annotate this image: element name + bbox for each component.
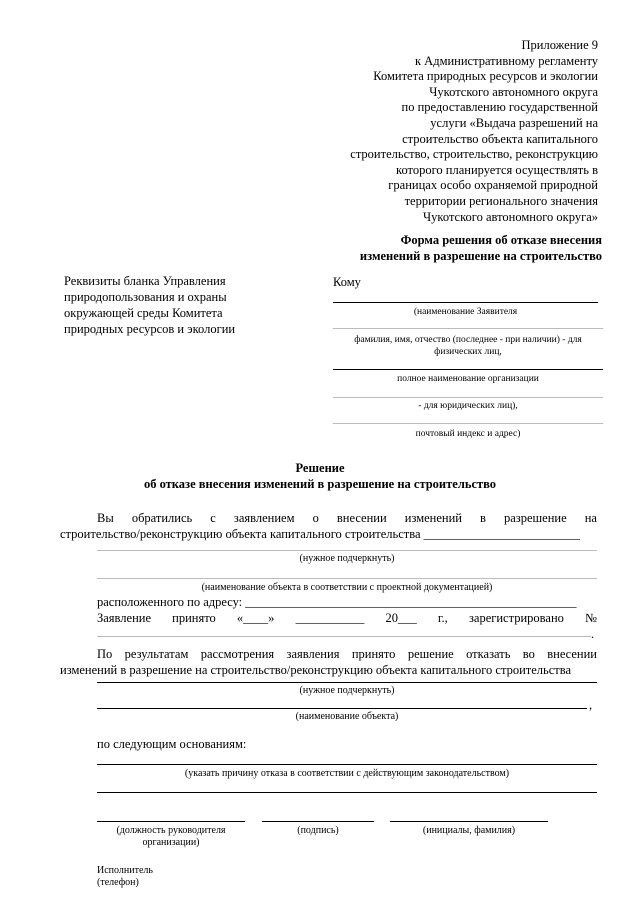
requisites-line: природных ресурсов и экологии: [64, 322, 236, 336]
word: заявлением: [233, 511, 295, 525]
org-line[interactable]: [333, 369, 603, 370]
month-field[interactable]: ___________: [295, 611, 365, 625]
legal-hint: - для юридических лиц),: [418, 401, 518, 411]
fio-hint-line: фамилия, имя, отчество (последнее - при наличии) - для: [354, 335, 582, 345]
word: принято: [172, 611, 216, 625]
position-hint-line: организации): [142, 837, 200, 848]
applicant-hint: (наименование Заявителя: [413, 307, 518, 317]
word: г.,: [437, 611, 448, 625]
org-hint: полное наименование организации: [397, 374, 539, 384]
registration-line[interactable]: [97, 636, 591, 637]
reason-line[interactable]: [97, 764, 597, 765]
appendix-line: Комитета природных ресурсов и экологии: [373, 69, 598, 84]
decision-title-line: Решение: [295, 461, 345, 475]
word: разрешение: [504, 511, 567, 525]
postal-line[interactable]: [333, 423, 603, 424]
object-comma: ,: [589, 698, 593, 712]
appendix-line: к Административному регламенту: [414, 53, 598, 68]
appendix-line: границах особо охраняемой природной: [388, 178, 598, 193]
applicant-line[interactable]: [333, 302, 598, 303]
word: с: [210, 511, 216, 525]
paragraph-2-line-2: изменений в разрешение на строительство/реконструкцию объекта капитального строительства: [60, 663, 572, 677]
paragraph-1-line-1: [97, 510, 597, 526]
executor-label: Исполнитель: [97, 865, 153, 876]
construction-line[interactable]: [97, 550, 597, 551]
form-title: [360, 232, 602, 264]
word: обратились: [131, 511, 193, 525]
year-field[interactable]: 20___: [385, 611, 417, 625]
executor-block: [97, 865, 153, 889]
fio-line[interactable]: [333, 328, 603, 329]
accepted-line: [97, 610, 597, 626]
appendix-line: по предоставлению государственной: [401, 100, 598, 115]
appendix-line: Чукотского автономного округа»: [423, 209, 598, 224]
word: Заявление: [97, 611, 152, 625]
grounds-label: по следующим основаниям:: [97, 737, 247, 751]
hint-underline: (нужное подчеркнуть): [299, 553, 395, 564]
number-sign: №: [585, 611, 597, 625]
word: о: [312, 511, 319, 525]
day-field[interactable]: «____»: [236, 611, 275, 625]
appendix-block: [350, 38, 598, 225]
appendix-line: Чукотского автономного округа: [429, 84, 598, 99]
requisites-line: окружающей среды Комитета: [64, 306, 223, 320]
paragraph-2-line-1: По результатам рассмотрения заявления принято решение отказать во внесении: [97, 647, 597, 661]
object-line[interactable]: [97, 708, 587, 709]
legal-line[interactable]: [333, 397, 603, 398]
requisites-line: Реквизиты бланка Управления: [64, 274, 226, 288]
appendix-line: услуги «Выдача разрешений на: [430, 115, 598, 130]
appendix-line: строительство, строительство, реконструкцию: [350, 147, 598, 162]
requisites-line: природопользования и охраны: [64, 290, 227, 304]
word: зарегистрировано: [468, 611, 564, 625]
position-hint: [97, 825, 245, 849]
signature-line[interactable]: [262, 821, 374, 822]
reason-line-2[interactable]: [97, 792, 597, 793]
form-title-line: изменений в разрешение на строительство: [359, 249, 602, 263]
appendix-line: которого планируется осуществлять в: [396, 162, 598, 177]
word: внесении: [336, 511, 387, 525]
form-title-line: Форма решения об отказе внесения: [400, 233, 602, 247]
word: в: [480, 511, 486, 525]
hint-underline-2: (нужное подчеркнуть): [299, 685, 395, 696]
requisites-block: [64, 273, 235, 337]
recipient-label: Кому: [333, 275, 361, 289]
construction-line-2[interactable]: [97, 682, 597, 683]
hint-reason: (указать причину отказа в соответствии с действующим законодательством): [184, 768, 510, 779]
fio-hint-line: физических лиц,: [434, 347, 502, 357]
position-hint-line: (должность руководителя: [116, 825, 226, 836]
object-doc-line[interactable]: [97, 578, 597, 579]
decision-title: [0, 460, 640, 492]
initials-hint: (инициалы, фамилия): [422, 825, 516, 836]
executor-phone: (телефон): [97, 877, 139, 888]
initials-line[interactable]: [390, 821, 548, 822]
word: Вы: [97, 511, 114, 525]
registration-dot: .: [591, 627, 595, 641]
postal-hint: почтовый индекс и адрес): [415, 429, 521, 439]
hint-object: (наименование объекта): [295, 711, 399, 722]
hint-object-doc: (наименование объекта в соответствии с проектной документацией): [201, 582, 493, 593]
word: на: [584, 511, 597, 525]
decision-subtitle: об отказе внесения изменений в разрешение на строительство: [143, 477, 497, 491]
position-line[interactable]: [97, 821, 245, 822]
address-field[interactable]: расположенного по адресу: _____________________________________________________: [97, 595, 577, 609]
appendix-line: Приложение 9: [521, 38, 598, 52]
appendix-line: строительство объекта капитального: [402, 131, 598, 146]
word: изменений: [404, 511, 462, 525]
fio-hint: [333, 334, 603, 358]
signature-hint: (подпись): [297, 825, 339, 836]
paragraph-1-line-2: строительство/реконструкцию объекта капитального строительства _________________________: [60, 527, 580, 541]
appendix-line: территории регионального значения: [404, 193, 598, 208]
